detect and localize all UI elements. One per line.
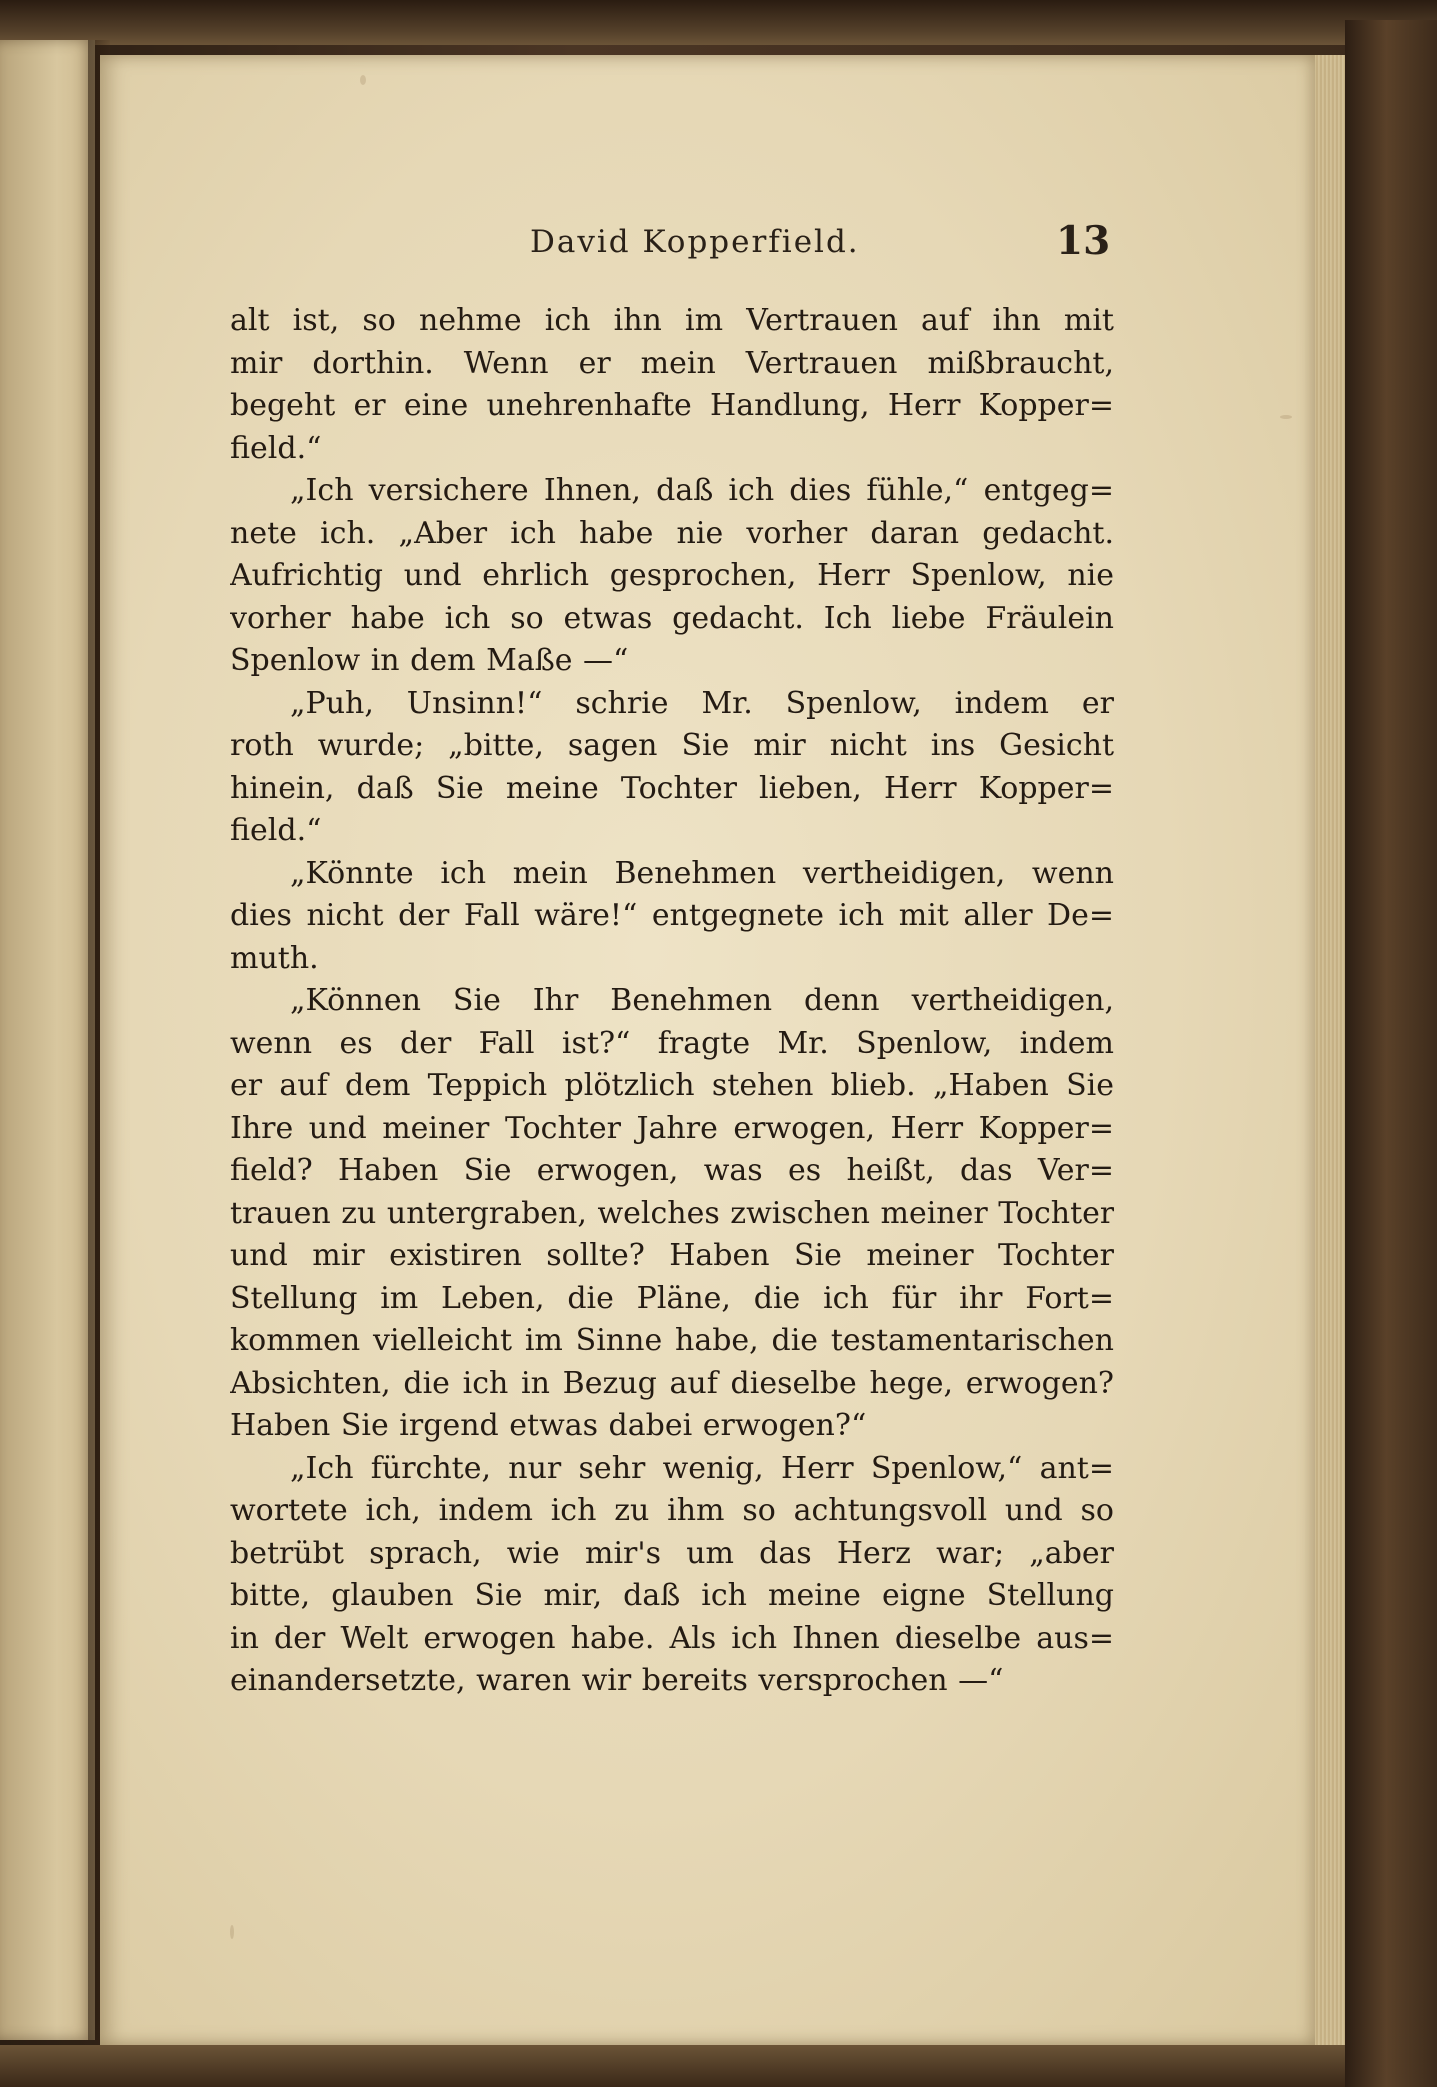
text-line: begeht er eine unehrenhafte Handlung, Herr Kopper= <box>230 388 1114 423</box>
paper-speck <box>1280 415 1292 419</box>
text-line: field.“ <box>230 430 322 466</box>
text-line: einandersetzte, waren wir bereits versprochen —“ <box>230 1663 1004 1698</box>
text-line: nete ich. „Aber ich habe nie vorher daran gedacht. <box>230 515 1114 551</box>
text-line: „Ich fürchte, nur sehr wenig, Herr Spenlow,“ ant= <box>290 1450 1114 1486</box>
page-number: 13 <box>1056 218 1111 264</box>
text-line: hinein, daß Sie meine Tochter lieben, Herr Kopper= <box>230 770 1114 806</box>
text-line: und mir existiren sollte? Haben Sie meiner Tochter <box>230 1238 1114 1273</box>
text-line: Absichten, die ich in Bezug auf dieselbe hege, erwogen? <box>230 1365 1114 1401</box>
text-line: wenn es der Fall ist?“ fragte Mr. Spenlow, indem <box>230 1025 1114 1061</box>
previous-page-edge <box>0 40 95 2040</box>
text-line: Stellung im Leben, die Pläne, die ich für ihr Fort= <box>230 1280 1114 1316</box>
text-line: mir dorthin. Wenn er mein Vertrauen mißbraucht, <box>230 345 1114 381</box>
text-line: „Ich versichere Ihnen, daß ich dies fühle,“ entgeg= <box>290 473 1114 508</box>
text-line: kommen vielleicht im Sinne habe, die testamentarischen <box>230 1323 1114 1358</box>
text-line: roth wurde; „bitte, sagen Sie mir nicht ins Gesicht <box>230 728 1114 763</box>
text-line: alt ist, so nehme ich ihn im Vertrauen auf ihn mit <box>230 303 1114 338</box>
text-line: field.“ <box>230 813 322 848</box>
text-line: er auf dem Teppich plötzlich stehen blieb. „Haben Sie <box>230 1068 1114 1103</box>
text-line: in der Welt erwogen habe. Als ich Ihnen dieselbe aus= <box>230 1620 1114 1656</box>
text-line: field? Haben Sie erwogen, was es heißt, das Ver= <box>230 1153 1114 1188</box>
text-line: betrübt sprach, wie mir's um das Herz war; „aber <box>230 1535 1114 1571</box>
page-header <box>120 218 1110 268</box>
text-line: dies nicht der Fall wäre!“ entgegnete ich mit aller De= <box>230 898 1114 933</box>
text-line: muth. <box>230 940 319 976</box>
text-line: Spenlow in dem Maße —“ <box>230 643 629 678</box>
text-line: vorher habe ich so etwas gedacht. Ich liebe Fräulein <box>230 600 1114 636</box>
book-cover-right <box>1345 20 1437 2087</box>
text-line: Ihre und meiner Tochter Jahre erwogen, Herr Kopper= <box>230 1110 1114 1146</box>
page-stack-edge <box>1315 55 1345 2045</box>
text-line: wortete ich, indem ich zu ihm so achtungsvoll und so <box>230 1493 1114 1528</box>
text-line: bitte, glauben Sie mir, daß ich meine eigne Stellung <box>230 1578 1114 1613</box>
text-line: trauen zu untergraben, welches zwischen meiner Tochter <box>230 1195 1114 1231</box>
running-title: David Kopperfield. <box>530 224 860 260</box>
text-line: „Puh, Unsinn!“ schrie Mr. Spenlow, indem er <box>290 685 1114 721</box>
text-line: „Könnte ich mein Benehmen vertheidigen, wenn <box>290 855 1114 891</box>
text-line: Aufrichtig und ehrlich gesprochen, Herr Spenlow, nie <box>230 558 1114 593</box>
text-line: Haben Sie irgend etwas dabei erwogen?“ <box>230 1408 867 1443</box>
body-text <box>230 300 1114 1703</box>
paper-speck <box>360 75 366 85</box>
text-line: „Können Sie Ihr Benehmen denn vertheidigen, <box>290 983 1114 1018</box>
paper-speck <box>230 1925 234 1939</box>
book-cover-bottom <box>0 2045 1437 2087</box>
book-cover-top <box>0 0 1437 45</box>
